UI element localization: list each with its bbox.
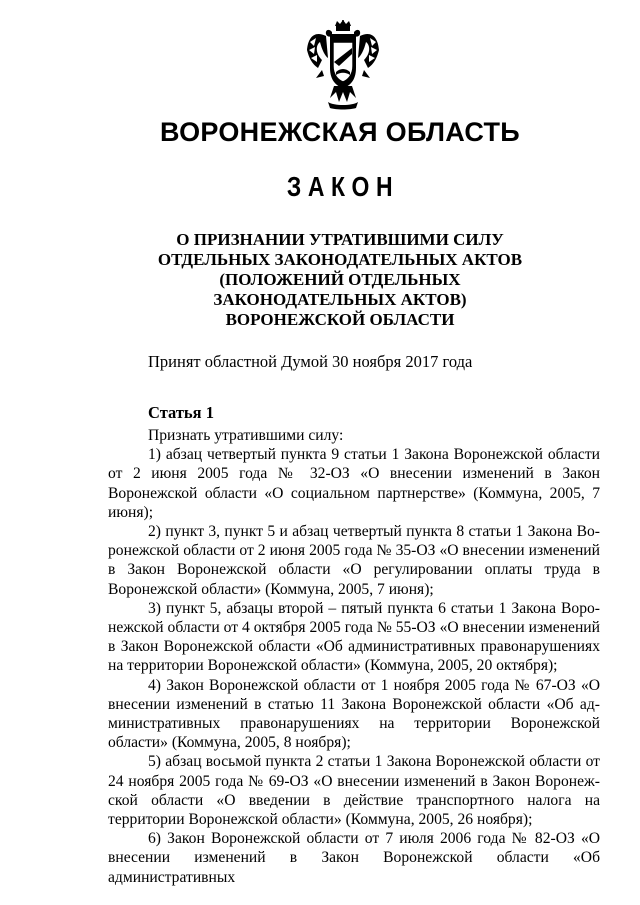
- law-title-line: ЗАКОНОДАТЕЛЬНЫХ АКТОВ): [213, 290, 467, 309]
- region-title: ВОРОНЕЖСКАЯ ОБЛАСТЬ: [159, 117, 521, 147]
- document-type-label: ЗАКОН: [286, 171, 400, 202]
- coat-of-arms-icon: [306, 20, 380, 110]
- article-intro: Признать утратившими силу:: [148, 427, 344, 444]
- article-item: 1) абзац четвертый пункта 9 статьи 1 Закона Воронежской области от 2 июня 2005 года № 32-ОЗ «О внесении изменений в Закон Воронежской области «О социальном партнерстве» (Коммуна, 2005, 7 июня);: [108, 446, 600, 521]
- law-title-line: ОТДЕЛЬНЫХ ЗАКОНОДАТЕЛЬНЫХ АКТОВ: [157, 250, 523, 269]
- law-title: [150, 230, 530, 330]
- article-item: 3) пункт 5, абзацы второй – пятый пункта 6 статьи 1 Закона Воронежской области от 4 октября 2005 года № 55-ОЗ «О внесении изменений в Закон Воронежской области «Об административных правонарушениях на территории Воронежской области» (Коммуна, 2005, 20 октября);: [108, 599, 600, 675]
- article-item: 6) Закон Воронежской области от 7 июля 2006 года № 82-ОЗ «О внесении изменений в Закон Воронежской области «Об административных: [108, 830, 600, 886]
- article-item: 2) пункт 3, пункт 5 и абзац четвертый пункта 8 статьи 1 Закона Воронежской области от 2 июня 2005 года № 35-ОЗ «О внесении изменений в Закон Воронежской области «О регулировании оплаты труда в Воронежской области» (Коммуна, 2005, 7 июня);: [108, 523, 600, 598]
- article-item: 5) абзац восьмой пункта 2 статьи 1 Закона Воронежской области от 24 ноября 2005 года № 69-ОЗ «О внесении изменений в Закон Воронежской области «О введении в действие транспортного налога на территории Воронежской области» (Коммуна, 2005, 26 ноября);: [108, 753, 600, 829]
- law-title-line: ВОРОНЕЖСКОЙ ОБЛАСТИ: [225, 310, 455, 329]
- law-title-line: О ПРИЗНАНИИ УТРАТИВШИМИ СИЛУ: [176, 230, 504, 249]
- article-heading: Статья 1: [148, 403, 214, 422]
- law-title-line: (ПОЛОЖЕНИЙ ОТДЕЛЬНЫХ: [219, 270, 461, 289]
- adoption-date-text: Принят областной Думой 30 ноября 2017 года: [148, 352, 473, 371]
- article-body: [108, 426, 600, 887]
- article-item: 4) Закон Воронежской области от 1 ноября 2005 года № 67-ОЗ «О внесении изменений в статью 11 Закона Воронежской области «Об административных правонарушениях на территории Воронежской области» (Коммуна, 2005, 8 ноября);: [108, 676, 600, 752]
